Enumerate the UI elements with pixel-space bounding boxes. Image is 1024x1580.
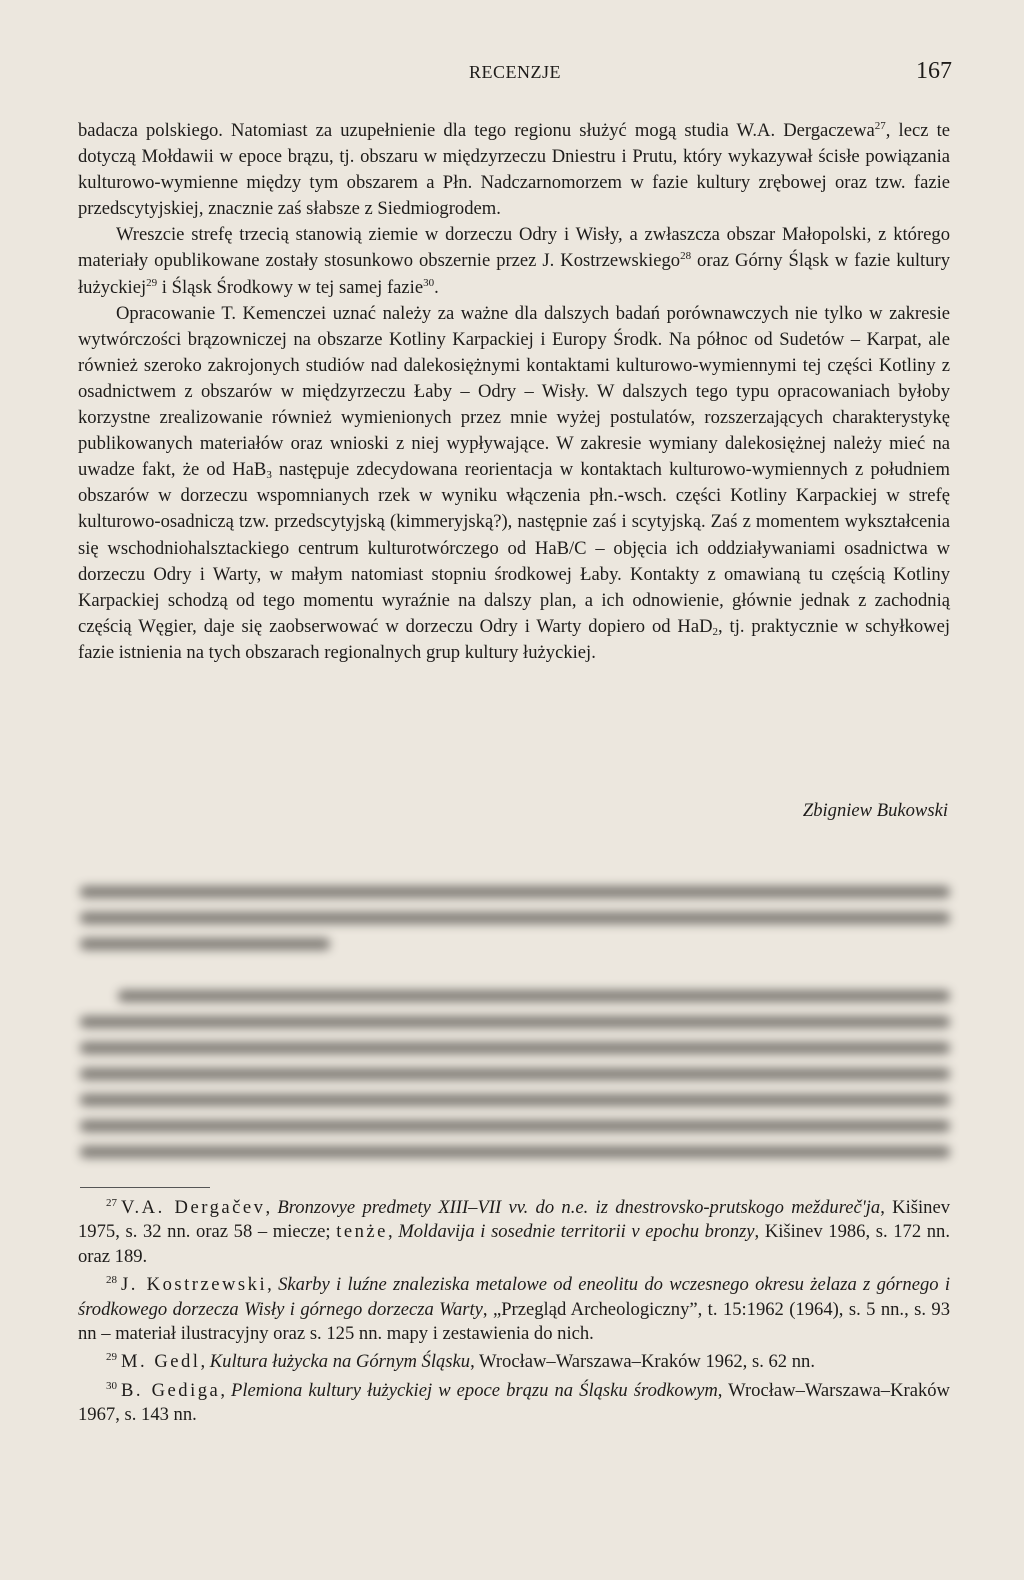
footnote-ref-29: 29 bbox=[146, 276, 158, 289]
running-head bbox=[78, 58, 952, 88]
footnote-author: tenże bbox=[336, 1221, 388, 1243]
blur-line bbox=[80, 886, 950, 898]
footnote-27: $^{27}$ V.A. Dergačev, Bronzovye predmety XIII–VII vv. do n.e. iz dnestrovsko-prutskogo meždureč'ja, Kišinev 1975, s. 32 nn. oraz 58 – miecze; tenże, Moldavija i sosednie territorii v epochu bronzy, Kišinev 1986, s. 172 nn. oraz 189. bbox=[78, 1197, 950, 1267]
footnote-29: $^{29}$ M. Gedl, Kultura łużycka na Górnym Śląsku, Wrocław–Warszawa–Kraków 1962, s. 62 nn. bbox=[106, 1351, 815, 1373]
blurred-text-region bbox=[70, 838, 960, 1178]
author-signature: Zbigniew Bukowski bbox=[802, 800, 948, 821]
footnote-title: Skarby i luźne znaleziska metalowe od eneolitu do wczesnego okresu żelaza z górnego i środkowego dorzecza Wisły i górnego dorzecza Warty bbox=[78, 1274, 951, 1320]
footnote-author: B. Gediga bbox=[121, 1379, 221, 1401]
blur-line bbox=[80, 1094, 950, 1106]
paragraph-3-text-a: Opracowanie T. Kemenczei uznać należy za ważne dla dalszych badań porównawczych nie tylko w zakresie wytwórczości brązowniczej na obszarze Kotliny Karpackiej i Europy Środk. Na północ od Sudetów – Karpat, ale również szeroko zakrojonych studiów nad dalekosiężnymi kontaktami kulturowo-wymiennymi tej części Kotliny z osadnictwem z obszarów w międzyrzeczu Łaby – Odry – Wisły. W dalszych tego typu opracowaniach byłoby korzystne zrealizowanie również wymienionych przez mnie wyżej postulatów, rozszerzających charakterystykę publikowanych materiałów oraz wnioski z niej wypływające. W zakresie wymiany dalekosiężnej należy mieć na uwadze fakt, że od HaB bbox=[78, 302, 950, 481]
blur-line bbox=[80, 1042, 950, 1054]
paragraph-2 bbox=[78, 222, 950, 300]
footnote-rule bbox=[80, 1187, 210, 1188]
blur-line bbox=[118, 990, 950, 1002]
paragraph-1-text-b: , lecz te dotyczą Mołdawii w epoce brązu, tj. obszaru w międzyrzeczu Dniestru i Prutu, który wykazywał ścisłe powiązania kulturowo-wymienne między tym obszarem a Płn. Nadczarnomorzem w fazie kultury zrębowej oraz tzw. fazie przedscytyjskiej, znacznie zaś słabsze z Siedmiogrodem. bbox=[78, 120, 950, 220]
subscript-hab3: 3 bbox=[266, 469, 272, 482]
footnote-author: M. Gedl bbox=[121, 1351, 201, 1373]
blur-line bbox=[80, 1016, 950, 1028]
blur-line bbox=[80, 1120, 950, 1132]
footnote-28: $^{28}$ J. Kostrzewski, Skarby i luźne znaleziska metalowe od eneolitu do wczesnego okresu żelaza z górnego i środkowego dorzecza Wisły i górnego dorzecza Warty, „Przegląd Archeologiczny”, t. 15:1962 (1964), s. 5 nn., s. 93 nn – materiał ilustracyjny oraz s. 125 nn. mapy i zestawienia do nich. bbox=[78, 1274, 951, 1345]
paragraph-2-text-b: oraz Górny Śląsk w fazie kultury łużyckiej bbox=[78, 250, 950, 298]
footnote-details: , „Przegląd Archeologiczny”, t. 15:1962 (1964), s. 5 nn., s. 93 nn – materiał ilustracyjny oraz s. 125 nn. mapy i zestawienia do nich. bbox=[78, 1298, 950, 1345]
footnotes bbox=[78, 1196, 950, 1432]
paragraph-1 bbox=[78, 118, 950, 222]
paragraph-3-text-b: następuje zdecydowana reorientacja w kontaktach kulturowo-wymiennych z południem obszarów w dorzeczu wspomnianych rzek w wyniku włączenia płn.-wsch. części Kotliny Karpackiej w strefę kulturowo-osadniczą tzw. przedscytyjską (kimmeryjską?), następnie zaś i scytyjską. Zaś z momentem wykształcenia się wschodniohalsztackiego centrum kulturotwórczego od HaB/C – objęcia ich oddziaływaniami osadnictwa w dorzeczu Odry i Warty, w małym natomiast stopniu środkowej Łaby. Kontakty z omawianą tu częścią Kotliny Karpackiej schodzą od tego momentu wyraźnie na dalszy plan, a ich odnowienie, głównie jednak z zachodnią częścią Węgier, daje się zaobserwować w dorzeczu Odry i Warty dopiero od HaD bbox=[78, 459, 950, 637]
footnote-title: Moldavija i sosednie territorii v epochu bronzy bbox=[398, 1221, 755, 1243]
blur-line bbox=[80, 938, 330, 950]
paragraph-3 bbox=[78, 301, 950, 666]
footnote-details: , Wrocław–Warszawa–Kraków 1967, s. 143 nn. bbox=[78, 1379, 950, 1426]
footnote-title: Plemiona kultury łużyckiej w epoce brązu na Śląsku środkowym bbox=[231, 1379, 718, 1401]
paragraph-2-text-d: . bbox=[434, 276, 439, 298]
footnote-number: 27 bbox=[106, 1197, 117, 1209]
footnote-30: $^{30}$ B. Gediga, Plemiona kultury łużyckiej w epoce brązu na Śląsku środkowym, Wrocław–Warszawa–Kraków 1967, s. 143 nn. bbox=[78, 1379, 950, 1426]
footnote-details: , Kišinev 1986, s. 172 nn. oraz 189. bbox=[78, 1221, 950, 1267]
footnote-author: V.A. Dergačev bbox=[121, 1197, 266, 1218]
footnote-ref-30: 30 bbox=[423, 276, 435, 289]
body-text bbox=[78, 118, 950, 666]
footnote-title: Kultura łużycka na Górnym Śląsku bbox=[209, 1351, 471, 1373]
footnote-number: 29 bbox=[106, 1351, 117, 1364]
footnote-number: 30 bbox=[106, 1379, 117, 1392]
footnote-details: , Wrocław–Warszawa–Kraków 1962, s. 62 nn. bbox=[470, 1351, 815, 1373]
footnote-title: Bronzovye predmety XIII–VII vv. do n.e. iz dnestrovsko-prutskogo meždureč'ja bbox=[277, 1197, 881, 1218]
paragraph-2-text-c: i Śląsk Środkowy w tej samej fazie bbox=[157, 276, 424, 298]
footnote-ref-28: 28 bbox=[680, 250, 692, 263]
footnote-author: J. Kostrzewski bbox=[121, 1274, 268, 1296]
running-title: RECENZJE bbox=[469, 62, 561, 82]
subscript-had2: 2 bbox=[712, 625, 719, 638]
page-number: 167 bbox=[916, 58, 952, 84]
blur-line bbox=[80, 1068, 950, 1080]
footnote-details: , Kišinev 1975, s. 32 nn. oraz 58 – miecze; bbox=[78, 1197, 950, 1243]
footnote-number: 28 bbox=[106, 1274, 117, 1287]
footnote-ref-27: 27 bbox=[874, 120, 886, 132]
paragraph-2-text-a: Wreszcie strefę trzecią stanowią ziemie w dorzeczu Odry i Wisły, a zwłaszcza obszar Małopolski, z którego materiały opublikowane zostały stosunkowo obszernie przez J. Kostrzewskiego bbox=[78, 224, 950, 272]
blur-line bbox=[80, 1146, 950, 1158]
blur-line bbox=[80, 912, 950, 924]
paragraph-3-text-c: , tj. praktycznie w schyłkowej fazie istnienia na tych obszarach regionalnych grup kultury łużyckiej. bbox=[78, 615, 950, 663]
paragraph-1-text-a: badacza polskiego. Natomiast za uzupełnienie dla tego regionu służyć mogą studia W.A. Dergaczewa bbox=[78, 120, 875, 141]
